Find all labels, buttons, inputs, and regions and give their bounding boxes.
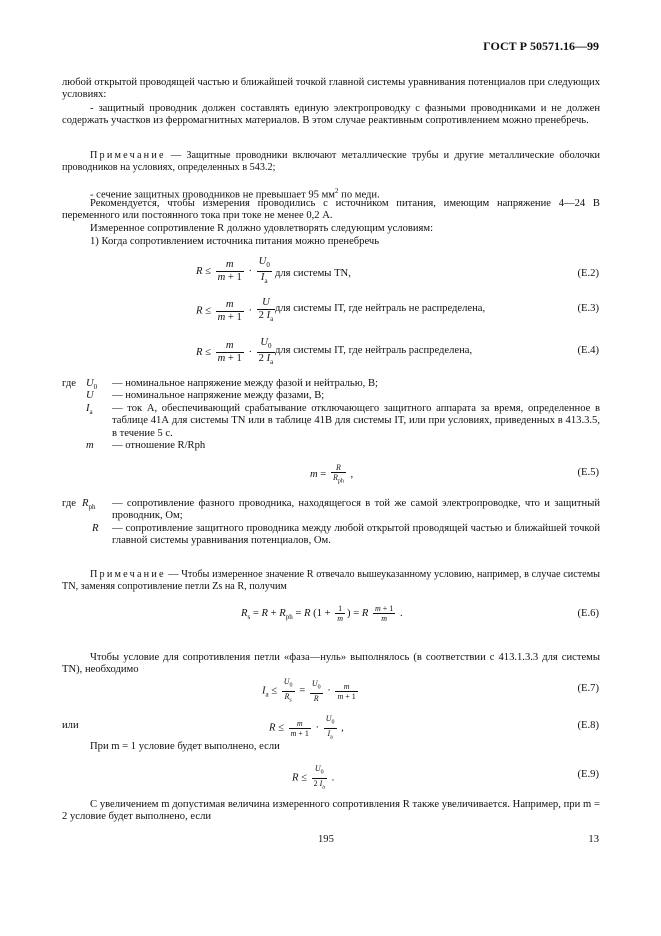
equation-e3: R ≤ $\frac{m}{m + 1}$ · $\frac{U}{2 I_a}$ <box>196 297 274 324</box>
where-item-text: — сопротивление фазного проводника, находящегося в той же самой электропроводке, что и защитный проводник, Ом; <box>112 498 600 522</box>
paragraph-2: - защитный проводник должен составлять единую электропроводку с фазными проводниками и не должен содержать участков из ферромагнитных материалов. В этом случае реактивным сопротивлением можно пренебречь. <box>62 103 600 127</box>
where-block-1 <box>62 378 600 452</box>
note-2 <box>62 569 600 594</box>
symbol-ia: $I_a$ <box>86 402 93 416</box>
where-item-text: — ток А, обеспечивающий срабатывание отключающего защитного аппарата за время, определенное в таблице 41А для системы TN или в таблице 41В для системы IT, или при условиях, приведенных в 413.3.5, в течение 5 с. <box>112 402 600 439</box>
paragraph-1: любой открытой проводящей частью и ближайшей точкой главной системы уравнивания потенциалов при следующих условиях: <box>62 77 600 101</box>
equation-e7-number: (E.7) <box>577 683 599 694</box>
where-item-m <box>62 440 600 452</box>
p3-text-a: - сечение защитных проводников не превышает 95 мм <box>90 189 336 201</box>
p3-text-b: по меди. <box>338 189 380 201</box>
paragraph-7: Чтобы условие для сопротивления петли «фаза—нуль» выполнялось (в соответствии с 413.1.3.3 для системы TN), необходимо <box>62 652 600 676</box>
note-1 <box>62 150 600 175</box>
equation-e6: $R_s = R + R_{ph} = R$ (1 + $\frac{1}{m}$ ) = R $\frac{m + 1}{m}$ . <box>241 604 403 623</box>
where-item-r <box>62 523 600 548</box>
symbol-rph: $R_{ph}$ <box>82 498 96 512</box>
document-id: ГОСТ Р 50571.16—99 <box>483 39 599 53</box>
or-word: или <box>62 720 79 731</box>
equation-e4: R ≤ $\frac{m}{m + 1}$ · $\frac{U_0}{2 I_a}$ <box>196 337 274 367</box>
equation-e8: R ≤ $\frac{m}{m + 1}$ · $\frac{U_0}{I_a}$ , <box>269 714 344 741</box>
page-number-right: 13 <box>588 834 599 845</box>
paragraph-6: 1) Когда сопротивлением источника питания можно пренебречь <box>90 236 380 247</box>
note-text: — Защитные проводники включают металлические трубы и другие металлические оболочки проводников на условиях, определенных в 543.2; <box>62 150 600 174</box>
equation-e4-condition: для системы IT, где нейтраль распределена, <box>275 345 473 356</box>
note-label: Примечание <box>90 569 166 580</box>
where-item-u <box>62 390 600 402</box>
equation-e2: R ≤ $\frac{m}{m + 1}$ · $\frac{U_0}{I_a}$ <box>196 256 270 286</box>
where-item-u0 <box>62 378 600 390</box>
where-item-text: — номинальное напряжение между фазой и нейтралью, В; <box>112 378 378 389</box>
symbol-r: R <box>92 522 99 534</box>
equation-e5-number: (E.5) <box>577 467 599 478</box>
where-item-rph <box>62 498 600 523</box>
symbol-m: m <box>86 440 94 451</box>
paragraph-9: С увеличением m допустимая величина измеренного сопротивления R также увеличивается. Например, при m = 2 условие будет выполнено, если <box>62 799 600 823</box>
symbol-u0: $U_0$ <box>86 378 98 392</box>
p3-superscript: 2 <box>335 187 339 195</box>
where-item-text: — сопротивление защитного проводника между любой открытой проводящей частью и ближайшей точкой главной системы уравнивания потенциалов, Ом. <box>112 522 600 547</box>
equation-e6-number: (E.6) <box>577 608 599 619</box>
equation-e4-number: (E.4) <box>577 345 599 356</box>
equation-e3-number: (E.3) <box>577 303 599 314</box>
equation-e9: R ≤ $\frac{U_0}{2 I_a}$ . <box>292 764 335 791</box>
where-item-text: — номинальное напряжение между фазами, В; <box>112 390 325 402</box>
equation-e5: m = $\frac{R}{R_{ph}}$ , <box>310 463 354 485</box>
equation-e7: $I_a$ ≤ $\frac{U_0}{R_s}$ = $\frac{U_0}{R}$ · $\frac{m}{m + 1}$ <box>262 677 356 704</box>
where-block-2 <box>62 498 600 548</box>
where-word: где <box>62 498 76 509</box>
note-text: — Чтобы измеренное значение R отвечало вышеуказанному условию, например, в случае системы TN, заменяя сопротивление петли Zs на R, получим <box>62 569 600 593</box>
equation-e9-number: (E.9) <box>577 769 599 780</box>
note-label: Примечание <box>90 150 166 161</box>
where-item-text: — отношение R/Rph <box>112 440 206 451</box>
paragraph-8: При m = 1 условие будет выполнено, если <box>90 741 280 752</box>
page-number-center: 195 <box>318 834 334 845</box>
equation-e8-number: (E.8) <box>577 720 599 731</box>
equation-e2-number: (E.2) <box>577 268 599 279</box>
paragraph-5: Измеренное сопротивление R должно удовлетворять следующим условиям: <box>90 223 434 234</box>
paragraph-4: Рекомендуется, чтобы измерения проводились с источником питания, имеющим напряжение 4—24 В переменного или постоянного тока при токе не менее 0,2 А. <box>62 198 600 222</box>
where-word: где <box>62 378 76 389</box>
equation-e3-condition: для системы IT, где нейтраль не распределена, <box>275 303 486 314</box>
where-item-ia <box>62 403 600 440</box>
symbol-u: U <box>86 390 94 402</box>
equation-e2-condition: для системы TN, <box>275 268 351 279</box>
